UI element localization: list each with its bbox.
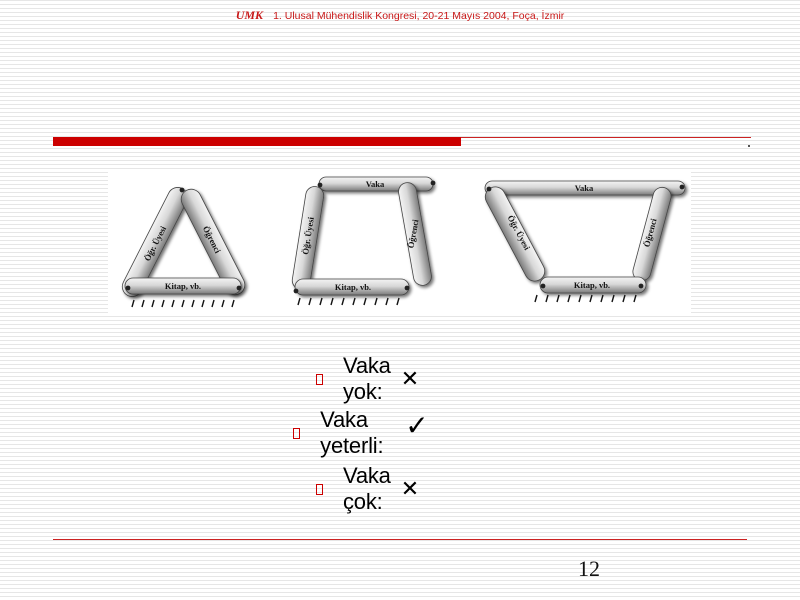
triangle-base-label: Kitap, vb. [164, 280, 202, 291]
bullet-item-many-case [316, 463, 420, 514]
conference-logo: UMK [235, 8, 264, 22]
trapezoid-left-label: Öğr. Üyesi [505, 213, 533, 252]
footer-divider-line [53, 539, 747, 540]
triangle-ground-hatch [132, 300, 234, 307]
square-ground-hatch [298, 298, 399, 305]
conference-title: 1. Ulusal Mühendislik Kongresi, 20-21 Mayıs 2004, Foça, İzmir [273, 10, 565, 22]
title-divider-line [461, 137, 751, 138]
square-base-label: Kitap, vb. [334, 281, 372, 292]
bullet-square-icon [316, 484, 323, 495]
bullet-text: Vaka yok: [343, 353, 391, 404]
square-top-right-joint [431, 181, 436, 186]
triangle-left-joint [126, 286, 131, 291]
structure-diagrams-figure [108, 170, 691, 316]
bullet-square-icon [293, 428, 300, 439]
triangle-right-joint [237, 286, 242, 291]
trapezoid-top-right-joint [680, 185, 685, 190]
triangle-structure-diagram [119, 184, 248, 307]
checkmark-icon: ✓ [405, 408, 429, 442]
bullet-text: Vaka çok: [343, 463, 391, 514]
square-right-label: Öğrenci [405, 218, 421, 250]
square-top-label: Vaka [365, 178, 385, 189]
triangle-left-label: Öğr. Üyesi [142, 224, 169, 263]
trapezoid-structure-diagram [482, 181, 685, 302]
square-top-left-joint [318, 183, 323, 188]
bullet-square-icon [316, 374, 323, 385]
bullet-item-enough-case [293, 407, 429, 458]
trapezoid-right-label: Öğrenci [641, 217, 659, 249]
trapezoid-bottom-left-joint [541, 284, 546, 289]
divider-dot [748, 145, 750, 147]
trapezoid-ground-hatch [535, 295, 636, 302]
slide-header [0, 8, 800, 23]
square-bottom-right-joint [405, 286, 410, 291]
bullet-text: Vaka yeterli: [320, 407, 384, 458]
trapezoid-top-left-joint [487, 187, 492, 192]
title-accent-bar [53, 137, 461, 146]
square-structure-diagram [291, 177, 435, 305]
x-mark-icon: ✕ [400, 476, 420, 502]
trapezoid-base-label: Kitap, vb. [573, 279, 611, 290]
square-left-label: Öğr. Üyesi [300, 216, 316, 256]
trapezoid-bottom-right-joint [639, 284, 644, 289]
bullet-item-no-case [316, 353, 420, 404]
triangle-top-joint [180, 188, 185, 193]
trapezoid-top-label: Vaka [574, 182, 594, 193]
x-mark-icon: ✕ [400, 366, 420, 392]
square-bottom-left-joint [294, 289, 299, 294]
page-number: 12 [578, 556, 600, 581]
triangle-right-label: Öğrenci [200, 224, 223, 255]
